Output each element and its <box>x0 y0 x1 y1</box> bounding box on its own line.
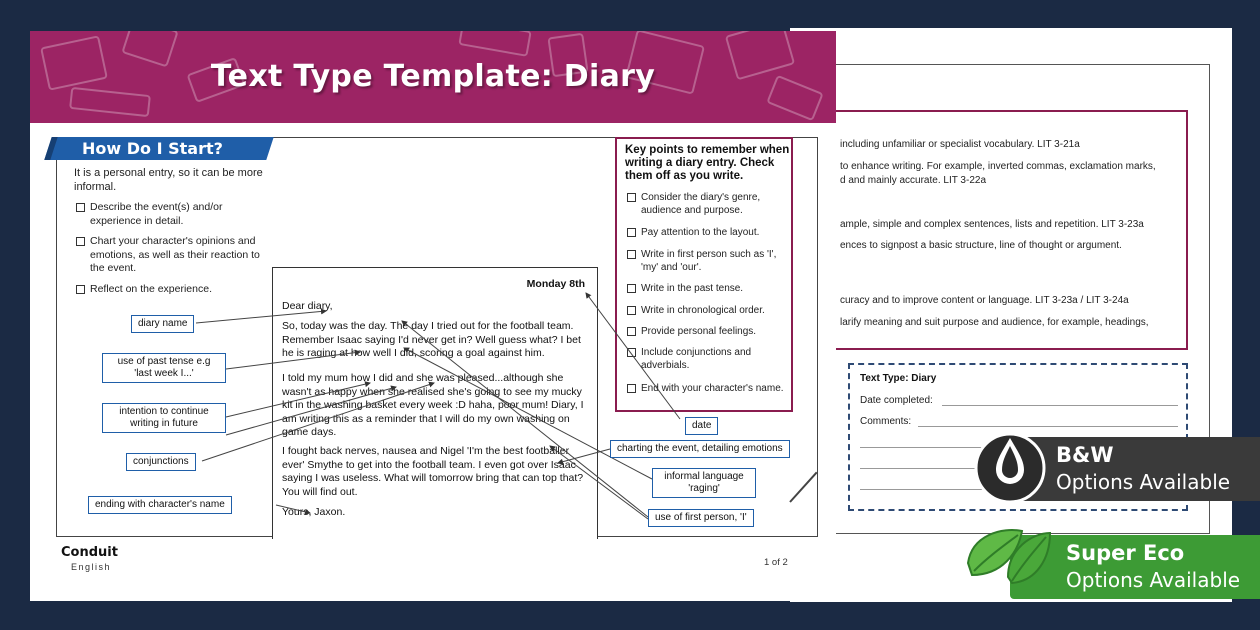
curriculum-line: ences to signpost a basic structure, line of thought or argument. <box>840 240 1122 251</box>
comments-label: Comments: <box>860 416 912 427</box>
annotation-label: conjunctions <box>126 453 196 471</box>
front-page <box>30 31 836 601</box>
evaluation-title: Text Type: Diary <box>860 373 937 384</box>
key-point-item[interactable] <box>627 226 787 239</box>
checklist-label: Chart your character's opinions and emotions, as well as their reaction to the event. <box>90 235 260 274</box>
leaf-icon <box>962 513 1054 599</box>
key-points-title: Key points to remember when writing a diary entry. Check them off as you write. <box>625 144 790 182</box>
section-heading: How Do I Start? <box>82 139 223 158</box>
annotation-label <box>652 468 756 498</box>
key-point-label: Write in the past tense. <box>641 283 744 294</box>
title-banner <box>30 31 836 123</box>
key-point-item[interactable] <box>627 248 787 274</box>
letter-paragraph: I told my mum how I did and she was pleased...although she wasn't as happy when she realised she's going to see my mucky kit in the washing basket every week :D haha, poor mum! Diary, I am writing this as a reminder that I will do my own washing on game days. <box>282 372 584 438</box>
badge-title: B&W <box>1056 443 1114 467</box>
annotation-label <box>102 353 226 383</box>
curriculum-line: larify meaning and suit purpose and audience, for example, headings, <box>840 317 1149 328</box>
comments-line <box>918 426 1178 427</box>
key-point-item[interactable] <box>627 346 787 372</box>
annotation-label: diary name <box>131 315 194 333</box>
curriculum-line: ample, simple and complex sentences, lists and repetition. LIT 3-23a <box>840 219 1144 230</box>
checklist-item[interactable] <box>76 235 266 276</box>
key-point-item[interactable] <box>627 325 787 338</box>
checkbox[interactable] <box>76 237 85 246</box>
curriculum-line: including unfamiliar or specialist vocabulary. LIT 3-21a <box>840 139 1080 150</box>
key-point-label: Pay attention to the layout. <box>641 227 760 238</box>
page-title: Text Type Template: Diary <box>210 59 656 94</box>
checkbox[interactable] <box>76 285 85 294</box>
checkbox[interactable] <box>627 348 636 357</box>
checkbox[interactable] <box>627 284 636 293</box>
key-point-label: Provide personal feelings. <box>641 326 757 337</box>
key-point-label: Consider the diary's genre, audience and purpose. <box>641 192 761 216</box>
key-points-box <box>615 137 793 412</box>
intro-text: It is a personal entry, so it can be more informal. <box>74 167 263 193</box>
checkbox[interactable] <box>627 250 636 259</box>
letter-signoff: Yours, Jaxon. <box>282 506 346 518</box>
letter-paragraph: So, today was the day. The day I tried out for the football team. Remember Isaac saying I'd never get in? Well guess what? I bet he is raging at how well I did, scoring a goal against him. <box>282 320 581 359</box>
badge-subtitle: Options Available <box>1066 568 1241 592</box>
doodle-shape <box>458 31 531 57</box>
date-completed-label: Date completed: <box>860 395 933 406</box>
badge-subtitle: Options Available <box>1056 470 1231 494</box>
checkbox[interactable] <box>627 228 636 237</box>
label-line: informal language <box>664 471 744 482</box>
key-point-label: Write in first person such as 'I', 'my' and 'our'. <box>641 249 777 273</box>
checkbox[interactable] <box>76 203 85 212</box>
diary-letter <box>272 267 598 539</box>
checkbox[interactable] <box>627 327 636 336</box>
brand-subtitle: English <box>71 562 112 572</box>
label-line: writing in future <box>130 418 198 429</box>
letter-date: Monday 8th <box>526 278 585 290</box>
annotation-label: use of first person, 'I' <box>648 509 754 527</box>
brand-logo: Conduit <box>61 545 118 560</box>
curriculum-line: curacy and to improve content or language. LIT 3-23a / LIT 3-24a <box>840 295 1129 306</box>
checkbox[interactable] <box>627 384 636 393</box>
key-point-item[interactable] <box>627 282 787 295</box>
ink-drop-icon <box>972 420 1048 506</box>
badge-title: Super Eco <box>1066 541 1185 565</box>
date-completed-line <box>942 405 1178 406</box>
key-point-item[interactable] <box>627 382 787 395</box>
checklist-label: Reflect on the experience. <box>90 283 212 295</box>
label-line: 'last week I...' <box>134 368 194 379</box>
annotation-label <box>102 403 226 433</box>
key-point-label: End with your character's name. <box>641 383 784 394</box>
key-point-item[interactable] <box>627 191 787 217</box>
page-number: 1 of 2 <box>764 557 788 568</box>
key-point-label: Write in chronological order. <box>641 305 765 316</box>
checklist-item[interactable] <box>76 283 266 297</box>
letter-paragraph: I fought back nerves, nausea and Nigel 'I'm the best footballer ever' Smythe to get into the football team. I even got over Isaac saying I was useless. What will tomorrow bring that can top that? You will find out. <box>282 445 584 498</box>
key-point-label: Include conjunctions and adverbials. <box>641 347 752 371</box>
curriculum-line: to enhance writing. For example, inverted commas, exclamation marks, <box>840 161 1156 172</box>
label-line: intention to continue <box>119 406 209 417</box>
annotation-label: ending with character's name <box>88 496 232 514</box>
letter-greeting: Dear diary, <box>282 300 333 312</box>
label-line: 'raging' <box>688 483 720 494</box>
annotation-label: charting the event, detailing emotions <box>610 440 790 458</box>
key-point-item[interactable] <box>627 304 787 317</box>
checklist-item[interactable] <box>76 201 266 228</box>
checkbox[interactable] <box>627 193 636 202</box>
annotation-label: date <box>685 417 718 435</box>
curriculum-line: d and mainly accurate. LIT 3-22a <box>840 175 987 186</box>
checkbox[interactable] <box>627 306 636 315</box>
checklist-label: Describe the event(s) and/or experience in detail. <box>90 201 223 227</box>
label-line: use of past tense e.g <box>117 356 211 367</box>
